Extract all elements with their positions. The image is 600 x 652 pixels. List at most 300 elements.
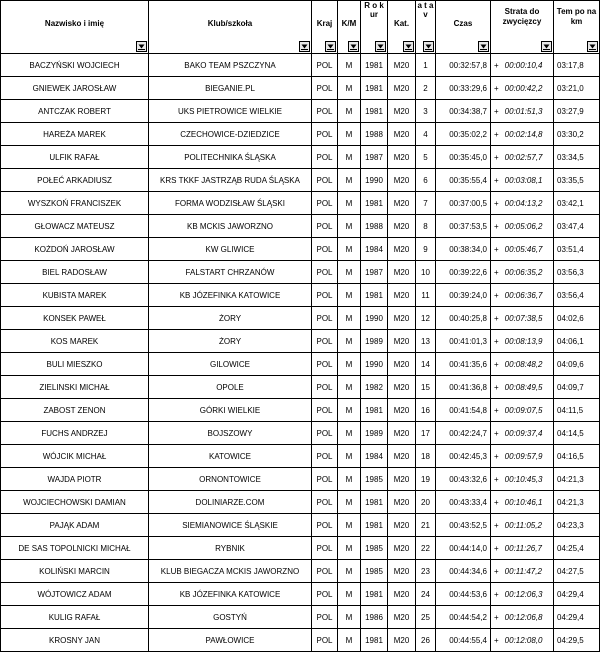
plus-sign: +: [494, 589, 499, 599]
cell-miejsce: 20: [416, 491, 436, 514]
cell-strata: [491, 583, 554, 606]
cell-tempo: 04:09,6: [554, 353, 600, 376]
cell-kraj: POL: [312, 330, 338, 353]
cell-kraj: POL: [312, 284, 338, 307]
filter-dropdown-icon[interactable]: [541, 41, 552, 52]
plus-sign: +: [494, 106, 499, 116]
header-kat: [388, 1, 416, 54]
cell-miejsce: 13: [416, 330, 436, 353]
cell-tempo: 03:51,4: [554, 238, 600, 261]
strata-value: 00:12:08,0: [504, 635, 543, 645]
table-row: [1, 560, 600, 583]
cell-kraj: POL: [312, 146, 338, 169]
cell-kat: M20: [388, 353, 416, 376]
cell-strata: [491, 491, 554, 514]
table-row: [1, 491, 600, 514]
plus-sign: +: [494, 267, 499, 277]
cell-czas: 00:37:53,5: [436, 215, 491, 238]
cell-kraj: POL: [312, 238, 338, 261]
filter-dropdown-icon[interactable]: [325, 41, 336, 52]
cell-miejsce: 22: [416, 537, 436, 560]
table-row: [1, 468, 600, 491]
cell-club: DOLINIARZE.COM: [149, 491, 312, 514]
cell-rok: 1988: [361, 215, 388, 238]
cell-tempo: 03:34,5: [554, 146, 600, 169]
cell-tempo: 03:56,4: [554, 284, 600, 307]
cell-kat: M20: [388, 468, 416, 491]
filter-dropdown-icon[interactable]: [403, 41, 414, 52]
cell-kat: M20: [388, 606, 416, 629]
cell-km: M: [338, 192, 361, 215]
cell-czas: 00:44:34,6: [436, 560, 491, 583]
table-row: [1, 123, 600, 146]
table-row: [1, 376, 600, 399]
cell-name: WOJCIECHOWSKI DAMIAN: [1, 491, 149, 514]
table-row: [1, 192, 600, 215]
strata-value: 00:02:57,7: [504, 152, 543, 162]
cell-tempo: 04:25,4: [554, 537, 600, 560]
cell-strata: [491, 77, 554, 100]
cell-club: CZECHOWICE-DZIEDZICE: [149, 123, 312, 146]
cell-miejsce: 6: [416, 169, 436, 192]
header-tempo-label: Tem po na km: [556, 7, 597, 26]
cell-club: GÓRKI WIELKIE: [149, 399, 312, 422]
cell-miejsce: 11: [416, 284, 436, 307]
header-club: [149, 1, 312, 54]
cell-czas: 00:37:00,5: [436, 192, 491, 215]
filter-dropdown-icon[interactable]: [587, 41, 598, 52]
cell-club: ORNONTOWICE: [149, 468, 312, 491]
cell-name: WÓJCIK MICHAŁ: [1, 445, 149, 468]
cell-tempo: 03:30,2: [554, 123, 600, 146]
cell-km: M: [338, 169, 361, 192]
results-body: [1, 54, 600, 652]
cell-name: WYSZKOŃ FRANCISZEK: [1, 192, 149, 215]
cell-km: M: [338, 629, 361, 652]
plus-sign: +: [494, 612, 499, 622]
cell-kraj: POL: [312, 192, 338, 215]
cell-strata: [491, 261, 554, 284]
plus-sign: +: [494, 336, 499, 346]
table-row: [1, 330, 600, 353]
cell-kat: M20: [388, 399, 416, 422]
cell-miejsce: 3: [416, 100, 436, 123]
header-strata: [491, 1, 554, 54]
cell-name: KOLIŃSKI MARCIN: [1, 560, 149, 583]
cell-tempo: 04:29,4: [554, 606, 600, 629]
cell-kraj: POL: [312, 169, 338, 192]
filter-dropdown-icon[interactable]: [299, 41, 310, 52]
cell-km: M: [338, 422, 361, 445]
cell-name: HAREŻA MAREK: [1, 123, 149, 146]
header-rok-label: R o k ur: [364, 1, 384, 19]
strata-value: 00:10:45,3: [504, 474, 543, 484]
cell-km: M: [338, 583, 361, 606]
cell-kat: M20: [388, 330, 416, 353]
strata-value: 00:02:14,8: [504, 129, 543, 139]
cell-miejsce: 8: [416, 215, 436, 238]
cell-km: M: [338, 537, 361, 560]
cell-kraj: POL: [312, 445, 338, 468]
cell-rok: 1981: [361, 77, 388, 100]
cell-tempo: 04:27,5: [554, 560, 600, 583]
filter-dropdown-icon[interactable]: [423, 41, 434, 52]
plus-sign: +: [494, 129, 499, 139]
cell-name: KOŻDOŃ JAROSŁAW: [1, 238, 149, 261]
cell-miejsce: 17: [416, 422, 436, 445]
cell-club: FALSTART CHRZANÓW: [149, 261, 312, 284]
cell-rok: 1990: [361, 353, 388, 376]
cell-kraj: POL: [312, 376, 338, 399]
table-row: [1, 169, 600, 192]
table-row: [1, 100, 600, 123]
cell-kraj: POL: [312, 307, 338, 330]
cell-km: M: [338, 284, 361, 307]
cell-rok: 1987: [361, 261, 388, 284]
cell-name: GNIEWEK JAROSŁAW: [1, 77, 149, 100]
table-row: [1, 399, 600, 422]
strata-value: 00:01:51,3: [504, 106, 543, 116]
strata-value: 00:11:47,2: [504, 566, 542, 576]
header-kraj: [312, 1, 338, 54]
cell-km: M: [338, 560, 361, 583]
cell-club: KW GLIWICE: [149, 238, 312, 261]
table-row: [1, 215, 600, 238]
cell-tempo: 04:21,3: [554, 468, 600, 491]
cell-rok: 1984: [361, 238, 388, 261]
cell-tempo: 03:42,1: [554, 192, 600, 215]
cell-name: KROSNY JAN: [1, 629, 149, 652]
cell-czas: 00:41:36,8: [436, 376, 491, 399]
cell-name: KONSEK PAWEŁ: [1, 307, 149, 330]
cell-strata: [491, 146, 554, 169]
table-row: [1, 353, 600, 376]
plus-sign: +: [494, 359, 499, 369]
cell-rok: 1981: [361, 100, 388, 123]
cell-km: M: [338, 146, 361, 169]
cell-strata: [491, 330, 554, 353]
cell-club: KRS TKKF JASTRZĄB RUDA ŚLĄSKA: [149, 169, 312, 192]
cell-czas: 00:42:24,7: [436, 422, 491, 445]
cell-rok: 1989: [361, 422, 388, 445]
cell-kraj: POL: [312, 353, 338, 376]
cell-czas: 00:42:45,3: [436, 445, 491, 468]
strata-value: 00:03:08,1: [504, 175, 543, 185]
cell-rok: 1981: [361, 514, 388, 537]
cell-name: GŁOWACZ MATEUSZ: [1, 215, 149, 238]
cell-club: OPOLE: [149, 376, 312, 399]
cell-kat: M20: [388, 284, 416, 307]
cell-strata: [491, 123, 554, 146]
plus-sign: +: [494, 405, 499, 415]
header-rok: [361, 1, 388, 54]
strata-value: 00:05:46,7: [504, 244, 543, 254]
cell-czas: 00:41:35,6: [436, 353, 491, 376]
header-club-label: Klub/szkoła: [207, 19, 253, 28]
cell-kraj: POL: [312, 606, 338, 629]
cell-kat: M20: [388, 307, 416, 330]
cell-rok: 1981: [361, 192, 388, 215]
cell-km: M: [338, 353, 361, 376]
header-tempo: [554, 1, 600, 54]
cell-czas: 00:43:33,4: [436, 491, 491, 514]
table-row: [1, 537, 600, 560]
cell-kat: M20: [388, 238, 416, 261]
strata-value: 00:12:06,3: [504, 589, 543, 599]
cell-strata: [491, 606, 554, 629]
cell-czas: 00:35:02,2: [436, 123, 491, 146]
cell-czas: 00:44:53,6: [436, 583, 491, 606]
strata-value: 00:09:07,5: [504, 405, 543, 415]
cell-name: BULI MIESZKO: [1, 353, 149, 376]
cell-czas: 00:34:38,7: [436, 100, 491, 123]
cell-tempo: 04:11,5: [554, 399, 600, 422]
cell-tempo: 04:23,3: [554, 514, 600, 537]
cell-kat: M20: [388, 215, 416, 238]
cell-miejsce: 12: [416, 307, 436, 330]
cell-kraj: POL: [312, 100, 338, 123]
cell-czas: 00:44:55,4: [436, 629, 491, 652]
cell-czas: 00:44:54,2: [436, 606, 491, 629]
cell-miejsce: 2: [416, 77, 436, 100]
strata-value: 00:08:49,5: [504, 382, 543, 392]
strata-value: 00:11:26,7: [504, 543, 542, 553]
plus-sign: +: [494, 83, 499, 93]
cell-strata: [491, 445, 554, 468]
cell-miejsce: 7: [416, 192, 436, 215]
cell-rok: 1985: [361, 537, 388, 560]
cell-club: GILOWICE: [149, 353, 312, 376]
cell-miejsce: 19: [416, 468, 436, 491]
cell-name: ULFIK RAFAŁ: [1, 146, 149, 169]
filter-dropdown-icon[interactable]: [348, 41, 359, 52]
plus-sign: +: [494, 497, 499, 507]
cell-club: PAWŁOWICE: [149, 629, 312, 652]
cell-strata: [491, 514, 554, 537]
cell-rok: 1982: [361, 376, 388, 399]
cell-rok: 1981: [361, 284, 388, 307]
cell-czas: 00:41:54,8: [436, 399, 491, 422]
cell-kat: M20: [388, 77, 416, 100]
cell-km: M: [338, 77, 361, 100]
strata-value: 00:09:57,9: [504, 451, 543, 461]
plus-sign: +: [494, 451, 499, 461]
cell-kraj: POL: [312, 399, 338, 422]
cell-tempo: 03:56,3: [554, 261, 600, 284]
cell-km: M: [338, 606, 361, 629]
cell-kat: M20: [388, 192, 416, 215]
cell-rok: 1981: [361, 491, 388, 514]
cell-km: M: [338, 54, 361, 77]
filter-dropdown-icon[interactable]: [375, 41, 386, 52]
cell-tempo: 03:47,4: [554, 215, 600, 238]
cell-club: ŻORY: [149, 330, 312, 353]
cell-strata: [491, 399, 554, 422]
cell-kraj: POL: [312, 583, 338, 606]
strata-value: 00:10:46,1: [504, 497, 543, 507]
cell-km: M: [338, 100, 361, 123]
cell-kat: M20: [388, 629, 416, 652]
cell-kat: M20: [388, 146, 416, 169]
cell-tempo: 04:16,5: [554, 445, 600, 468]
strata-value: 00:12:06,8: [504, 612, 543, 622]
cell-club: KATOWICE: [149, 445, 312, 468]
cell-name: DE SAS TOPOLNICKI MICHAŁ: [1, 537, 149, 560]
plus-sign: +: [494, 382, 499, 392]
cell-tempo: 04:29,5: [554, 629, 600, 652]
cell-tempo: 04:21,3: [554, 491, 600, 514]
cell-club: RYBNIK: [149, 537, 312, 560]
plus-sign: +: [494, 152, 499, 162]
strata-value: 00:08:13,9: [504, 336, 543, 346]
cell-czas: 00:33:29,6: [436, 77, 491, 100]
table-row: [1, 307, 600, 330]
cell-rok: 1988: [361, 123, 388, 146]
filter-dropdown-icon[interactable]: [478, 41, 489, 52]
cell-tempo: 03:35,5: [554, 169, 600, 192]
cell-km: M: [338, 215, 361, 238]
cell-strata: [491, 422, 554, 445]
cell-kraj: POL: [312, 54, 338, 77]
cell-name: PAJĄK ADAM: [1, 514, 149, 537]
cell-name: ANTCZAK ROBERT: [1, 100, 149, 123]
cell-strata: [491, 284, 554, 307]
cell-strata: [491, 215, 554, 238]
plus-sign: +: [494, 474, 499, 484]
plus-sign: +: [494, 198, 499, 208]
cell-club: SIEMIANOWICE ŚLĄSKIE: [149, 514, 312, 537]
cell-miejsce: 25: [416, 606, 436, 629]
cell-rok: 1984: [361, 445, 388, 468]
cell-kraj: POL: [312, 468, 338, 491]
cell-strata: [491, 192, 554, 215]
strata-value: 00:11:05,2: [504, 520, 542, 530]
plus-sign: +: [494, 244, 499, 254]
plus-sign: +: [494, 313, 499, 323]
cell-kraj: POL: [312, 261, 338, 284]
cell-rok: 1989: [361, 330, 388, 353]
cell-club: ŻORY: [149, 307, 312, 330]
strata-value: 00:06:36,7: [504, 290, 543, 300]
table-row: [1, 422, 600, 445]
cell-czas: 00:40:25,8: [436, 307, 491, 330]
cell-tempo: 04:29,4: [554, 583, 600, 606]
cell-club: FORMA WODZISŁAW ŚLĄSKI: [149, 192, 312, 215]
cell-strata: [491, 537, 554, 560]
cell-miejsce: 15: [416, 376, 436, 399]
cell-kat: M20: [388, 514, 416, 537]
table-row: [1, 284, 600, 307]
plus-sign: +: [494, 60, 499, 70]
filter-dropdown-icon[interactable]: [136, 41, 147, 52]
cell-czas: 00:39:22,6: [436, 261, 491, 284]
cell-rok: 1985: [361, 468, 388, 491]
cell-km: M: [338, 468, 361, 491]
cell-club: BOJSZOWY: [149, 422, 312, 445]
cell-rok: 1990: [361, 169, 388, 192]
cell-strata: [491, 238, 554, 261]
cell-kraj: POL: [312, 491, 338, 514]
cell-czas: 00:43:52,5: [436, 514, 491, 537]
header-strata-label: Strata do zwycięzcy: [502, 7, 542, 26]
cell-kat: M20: [388, 261, 416, 284]
cell-miejsce: 18: [416, 445, 436, 468]
table-row: [1, 146, 600, 169]
header-km: [338, 1, 361, 54]
table-row: [1, 629, 600, 652]
cell-club: GOSTYŃ: [149, 606, 312, 629]
cell-strata: [491, 100, 554, 123]
table-row: [1, 606, 600, 629]
cell-club: KLUB BIEGACZA MCKIS JAWORZNO: [149, 560, 312, 583]
cell-miejsce: 23: [416, 560, 436, 583]
cell-miejsce: 1: [416, 54, 436, 77]
cell-kat: M20: [388, 123, 416, 146]
cell-km: M: [338, 399, 361, 422]
cell-rok: 1981: [361, 54, 388, 77]
header-kat-label: Kat.: [393, 19, 410, 28]
cell-name: WÓJTOWICZ ADAM: [1, 583, 149, 606]
cell-czas: 00:43:32,6: [436, 468, 491, 491]
cell-kat: M20: [388, 537, 416, 560]
header-miejsce-label: a t a v: [417, 1, 434, 19]
plus-sign: +: [494, 175, 499, 185]
cell-strata: [491, 307, 554, 330]
cell-miejsce: 21: [416, 514, 436, 537]
cell-tempo: 04:06,1: [554, 330, 600, 353]
cell-rok: 1981: [361, 399, 388, 422]
strata-value: 00:00:10,4: [504, 60, 543, 70]
table-row: [1, 261, 600, 284]
header-kraj-label: Kraj: [316, 19, 333, 28]
header-row: [1, 1, 600, 54]
plus-sign: +: [494, 290, 499, 300]
cell-czas: 00:44:14,0: [436, 537, 491, 560]
cell-club: BAKO TEAM PSZCZYNA: [149, 54, 312, 77]
cell-czas: 00:35:55,4: [436, 169, 491, 192]
cell-tempo: 03:17,8: [554, 54, 600, 77]
cell-kraj: POL: [312, 629, 338, 652]
cell-kat: M20: [388, 560, 416, 583]
cell-name: POŁEĆ ARKADIUSZ: [1, 169, 149, 192]
cell-strata: [491, 54, 554, 77]
strata-value: 00:09:37,4: [504, 428, 543, 438]
header-km-label: K/M: [341, 19, 357, 28]
cell-club: KB MCKIS JAWORZNO: [149, 215, 312, 238]
cell-miejsce: 16: [416, 399, 436, 422]
cell-kat: M20: [388, 100, 416, 123]
cell-czas: 00:41:01,3: [436, 330, 491, 353]
cell-miejsce: 10: [416, 261, 436, 284]
cell-kraj: POL: [312, 77, 338, 100]
cell-miejsce: 26: [416, 629, 436, 652]
cell-strata: [491, 468, 554, 491]
cell-strata: [491, 376, 554, 399]
cell-name: KULIG RAFAŁ: [1, 606, 149, 629]
table-row: [1, 445, 600, 468]
strata-value: 00:08:48,2: [504, 359, 543, 369]
cell-name: BIEL RADOSŁAW: [1, 261, 149, 284]
plus-sign: +: [494, 566, 499, 576]
cell-club: POLITECHNIKA ŚLĄSKA: [149, 146, 312, 169]
strata-value: 00:06:35,2: [504, 267, 543, 277]
cell-km: M: [338, 123, 361, 146]
cell-miejsce: 14: [416, 353, 436, 376]
cell-kraj: POL: [312, 514, 338, 537]
plus-sign: +: [494, 520, 499, 530]
cell-rok: 1985: [361, 560, 388, 583]
header-czas: [436, 1, 491, 54]
